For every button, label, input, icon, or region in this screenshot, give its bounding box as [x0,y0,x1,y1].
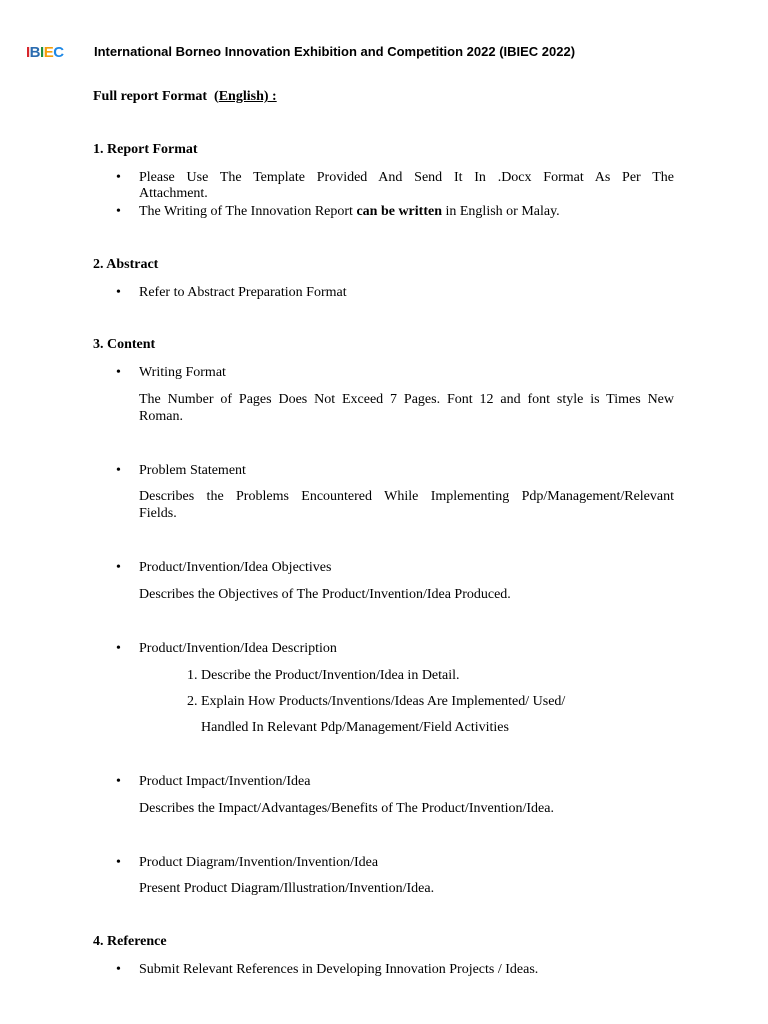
content-objectives-desc: Describes the Objectives of The Product/Invention/Idea Produced. [139,587,511,602]
document-title-language: English) : [218,89,277,104]
content-description-item-1: 1. Describe the Product/Invention/Idea in Detail. [187,668,460,683]
bullet-marker: • [116,463,121,478]
content-diagram-desc: Present Product Diagram/Illustration/Invention/Idea. [139,881,435,896]
content-impact: Product Impact/Invention/Idea [139,774,311,789]
bullet-marker: • [116,170,121,185]
bullet-marker: • [116,285,121,300]
bullet-marker: • [116,641,121,656]
bullet-marker: • [116,560,121,575]
content-impact-desc: Describes the Impact/Advantages/Benefits of The Product/Invention/Idea. [139,801,554,816]
content-writing-format-desc-line-1: The Number of Pages Does Not Exceed 7 Pages. Font 12 and font style is Times New [139,392,674,407]
bullet-marker: • [116,365,121,380]
content-problem-statement-desc-line-2: Fields. [139,506,177,521]
document-title-prefix: Full report Format ( [93,89,219,104]
content-problem-statement-desc-line-1: Describes the Problems Encountered While Implementing Pdp/Management/Relevant [139,489,674,504]
report-format-bullet-2 [139,203,560,220]
report-format-bullet-2-post: in English or Malay. [441,204,560,219]
abstract-bullet-1: Refer to Abstract Preparation Format [139,285,347,300]
report-format-bullet-2-pre: The Writing of The Innovation Report [139,204,357,219]
content-writing-format: Writing Format [139,365,226,380]
report-format-bullet-1-line-1: Please Use The Template Provided And Send It In .Docx Format As Per The [139,170,674,185]
content-description-item-2-line-1: 2. Explain How Products/Inventions/Ideas Are Implemented/ Used/ [187,694,566,709]
content-problem-statement: Problem Statement [139,463,246,478]
section-heading-reference: 4. Reference [93,934,167,949]
content-description: Product/Invention/Idea Description [139,641,337,656]
content-objectives: Product/Invention/Idea Objectives [139,560,332,575]
bullet-marker: • [116,204,121,219]
bullet-marker: • [116,774,121,789]
section-heading-abstract: 2. Abstract [93,257,159,272]
svg-text:IBIEC: IBIEC [26,44,64,60]
report-format-bullet-2-bold: can be written [356,204,442,219]
section-heading-report-format: 1. Report Format [93,142,198,157]
header-title: International Borneo Innovation Exhibition and Competition 2022 (IBIEC 2022) [94,44,576,59]
section-heading-content: 3. Content [93,337,156,352]
document-title [93,88,277,105]
reference-bullet-1: Submit Relevant References in Developing Innovation Projects / Ideas. [139,962,539,977]
content-writing-format-desc-line-2: Roman. [139,409,183,424]
ibiec-logo [26,44,84,60]
ibiec-logo-mark [26,44,84,60]
content-description-item-2-line-2: Handled In Relevant Pdp/Management/Field Activities [201,720,509,735]
content-diagram: Product Diagram/Invention/Invention/Idea [139,855,379,870]
report-format-bullet-1-line-2: Attachment. [139,186,208,201]
bullet-marker: • [116,855,121,870]
bullet-marker: • [116,962,121,977]
